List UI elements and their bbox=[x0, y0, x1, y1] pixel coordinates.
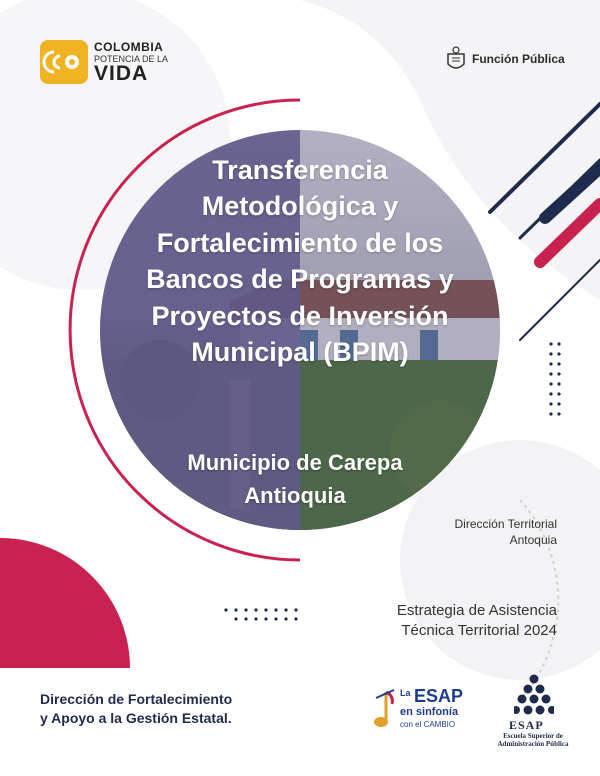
funcion-publica-label: Función Pública bbox=[472, 52, 565, 66]
territorial-direction bbox=[455, 516, 557, 548]
logo-line3: VIDA bbox=[94, 62, 149, 85]
esap-dots-icon bbox=[514, 674, 554, 716]
esap-sinfonia-text: en sinfonía bbox=[400, 706, 459, 718]
title-line: Bancos de Programas y bbox=[146, 264, 454, 295]
directorate-name bbox=[40, 690, 232, 728]
title-line: Transferencia bbox=[212, 155, 388, 185]
colombia-badge-icon bbox=[40, 40, 88, 84]
title-line: Proyectos de Inversión bbox=[151, 300, 449, 331]
strategy-text bbox=[397, 601, 557, 642]
subtitle-line: Municipio de Carepa bbox=[187, 450, 403, 475]
directorate-line1: Dirección de Fortalecimiento bbox=[40, 691, 233, 707]
document-title bbox=[110, 152, 490, 371]
music-note-icon bbox=[372, 688, 398, 732]
esap-la-text: La bbox=[400, 688, 411, 698]
territorial-line2: Antoquia bbox=[509, 533, 557, 548]
esap-mark-text: ESAP bbox=[509, 718, 544, 732]
colombia-potencia-logo bbox=[40, 40, 180, 88]
title-line: Metodológica y bbox=[201, 191, 399, 222]
magenta-quarter bbox=[0, 538, 130, 668]
subtitle-line: Antioquia bbox=[244, 483, 346, 508]
strategy-line2: Técnica Territorial 2024 bbox=[401, 622, 557, 640]
territorial-line1: Dirección Territorial bbox=[454, 517, 557, 531]
coat-of-arms-icon bbox=[444, 46, 468, 74]
esap-full-name bbox=[478, 732, 588, 749]
esap-cambio-text: con el CAMBIO bbox=[400, 720, 456, 729]
esap-sinfonia-logo bbox=[372, 686, 468, 740]
document-subtitle bbox=[120, 446, 470, 512]
title-line: Fortalecimiento de los bbox=[156, 227, 444, 258]
logo-line2: POTENCIA DE LA bbox=[94, 54, 169, 64]
logo-line1: COLOMBIA bbox=[94, 40, 164, 54]
funcion-publica-logo bbox=[444, 46, 584, 74]
esap-institution-logo bbox=[478, 674, 588, 750]
esap-name-line1: Escuela Superior de bbox=[503, 732, 563, 740]
esap-name-line2: Administración Pública bbox=[497, 740, 569, 749]
strategy-line1: Estrategia de Asistencia bbox=[396, 602, 557, 619]
directorate-line2: y Apoyo a la Gestión Estatal. bbox=[40, 709, 232, 726]
title-line: Municipal (BPIM) bbox=[191, 337, 409, 368]
esap-big-text: ESAP bbox=[414, 686, 464, 706]
